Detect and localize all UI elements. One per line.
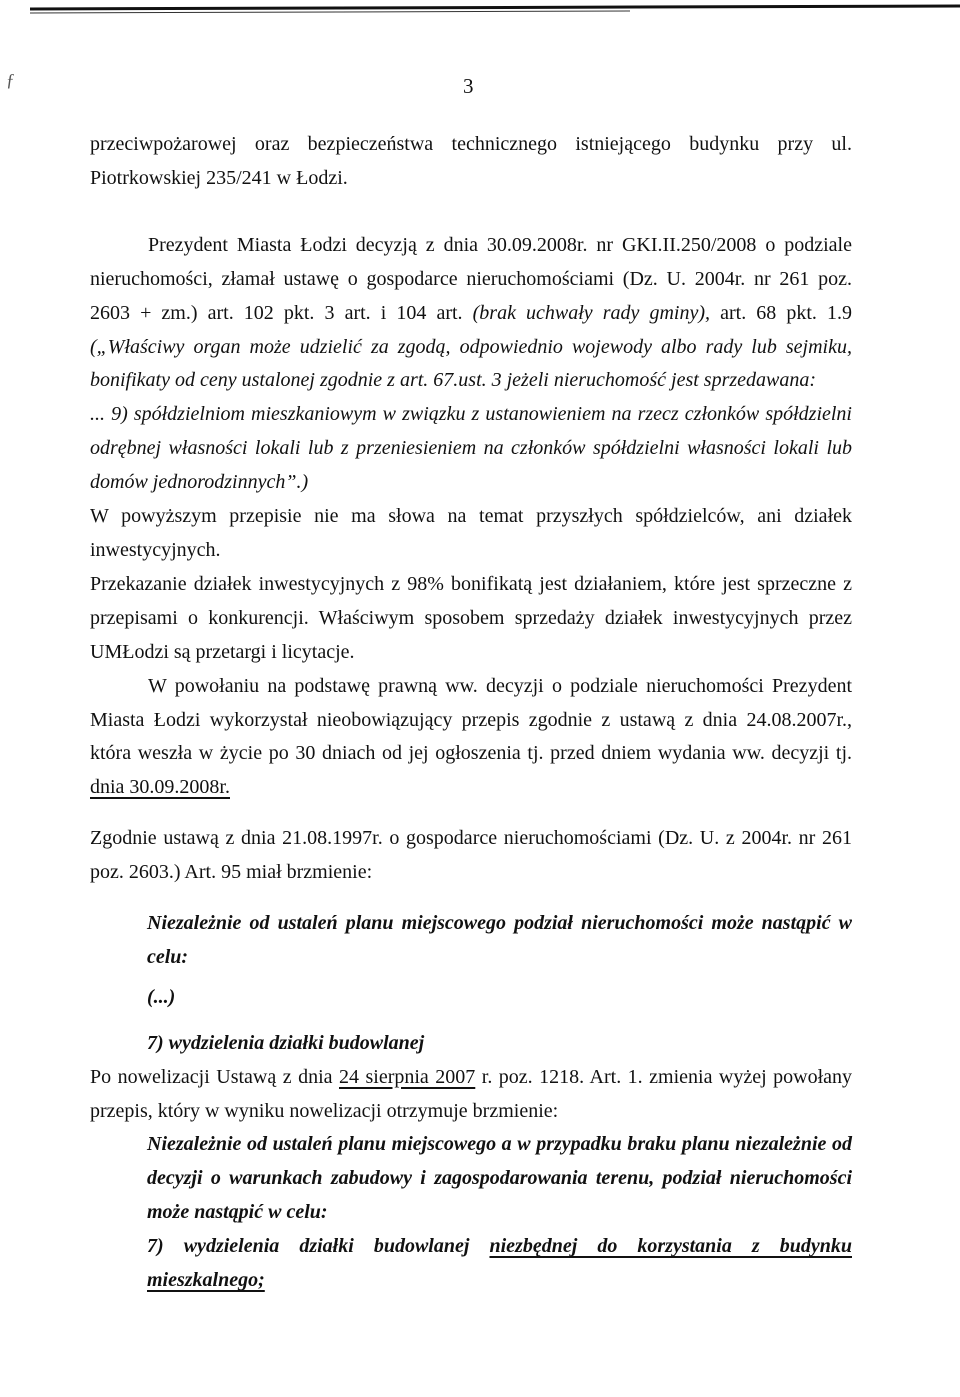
paragraph-2-quote: („Właściwy organ może udzielić za zgodą, odpowiednio wojewody albo rady lub sejmiku, bonifikaty od ceny ustalonej zgodnie z art. 67.ust. 3 jeżeli nieruchomość jest sprzedawana: <box>90 335 852 392</box>
paragraph-4: Przekazanie działek inwestycyjnych z 98% bonifikatą jest działaniem, które jest sprzeczne z przepisami o konkurencji. Właściwym sposobem sprzedaży działek inwestycyjnych przez UMŁodzi są przetargi i licytacje. <box>90 572 852 663</box>
quote-2 <box>147 1128 852 1298</box>
paragraph-3: W powyższym przepisie nie ma słowa na temat przyszłych spółdzielców, ani działek inwestycyjnych. <box>90 505 852 561</box>
paragraph-7-text: Po nowelizacji Ustawą z dnia <box>90 1065 333 1088</box>
quote-2-item-underlined: niezbędnej do korzystania z budynku mieszkalnego; <box>147 1235 852 1292</box>
quote-1-ellipsis: (...) <box>147 985 176 1008</box>
paragraph-2-ref: art. 68 pkt. 1.9 <box>720 301 852 324</box>
quote-1-line: Niezależnie od ustaleń planu miejscowego podział nieruchomości może nastąpić w celu: <box>147 912 852 968</box>
paragraph-7 <box>90 1061 852 1129</box>
paragraph-5-date: dnia 30.09.2008r. <box>90 776 230 799</box>
document-body <box>90 128 852 1298</box>
paragraph-7-date: 24 sierpnia 2007 <box>339 1065 476 1088</box>
quote-2-line: Niezależnie od ustaleń planu miejscowego a w przypadku braku planu niezależnie od decyzji o warunkach zabudowy i zagospodarowania terenu, podział nieruchomości może nastąpić w celu: <box>147 1133 852 1224</box>
paragraph-2 <box>90 229 852 399</box>
paragraph-2-quote-cont: ... 9) spółdzielniom mieszkaniowym w związku z ustanowieniem na rzecz członków spółdzielni odrębnej własności lokali lub z przeniesieniem na członków spółdzielni własności lokali lub domów jednorodzinnych”.) <box>90 403 852 494</box>
paragraph-1: przeciwpożarowej oraz bezpieczeństwa technicznego istniejącego budynku przy ul. Piotrkowskiej 235/241 w Łodzi. <box>90 133 852 189</box>
page-number: 3 <box>463 74 474 98</box>
quote-1 <box>147 907 852 1061</box>
paragraph-2-italic: (brak uchwały rady gminy), <box>472 301 711 324</box>
paragraph-5-text: W powołaniu na podstawę prawną ww. decyzji o podziale nieruchomości Prezydent Miasta Łodzi wykorzystał nieobowiązujący przepis zgodnie z ustawą z dnia 24.08.2007r., która weszła w życie po 30 dniach od jej ogłoszenia tj. przed dniem wydania ww. decyzji tj. <box>90 674 852 765</box>
quote-1-item: 7) wydzielenia działki budowlanej <box>147 1031 425 1054</box>
paragraph-7-rest: r. poz. 1218. Art. 1. zmienia wyżej powołany przepis, który w wyniku nowelizacji otrzymuje brzmienie: <box>90 1065 853 1122</box>
paragraph-6: Zgodnie ustawą z dnia 21.08.1997r. o gospodarce nieruchomościami (Dz. U. z 2004r. nr 261 poz. 2603.) Art. 95 miał brzmienie: <box>90 827 852 884</box>
quote-2-item-text: 7) wydzielenia działki budowlanej <box>147 1235 470 1258</box>
margin-mark-left: ƒ <box>6 70 15 90</box>
quote-2-item <box>147 1230 852 1298</box>
paragraph-5 <box>90 670 852 806</box>
top-edge-rule <box>30 0 960 18</box>
paragraph-2-text: Prezydent Miasta Łodzi decyzją z dnia 30.09.2008r. nr GKI.II.250/2008 o podziale nieruchomości, złamał ustawę o gospodarce nieruchomościami (Dz. U. 2004r. nr 261 poz. 2603 + zm.) art. 102 pkt. 3 art. i 104 art. <box>90 233 852 324</box>
